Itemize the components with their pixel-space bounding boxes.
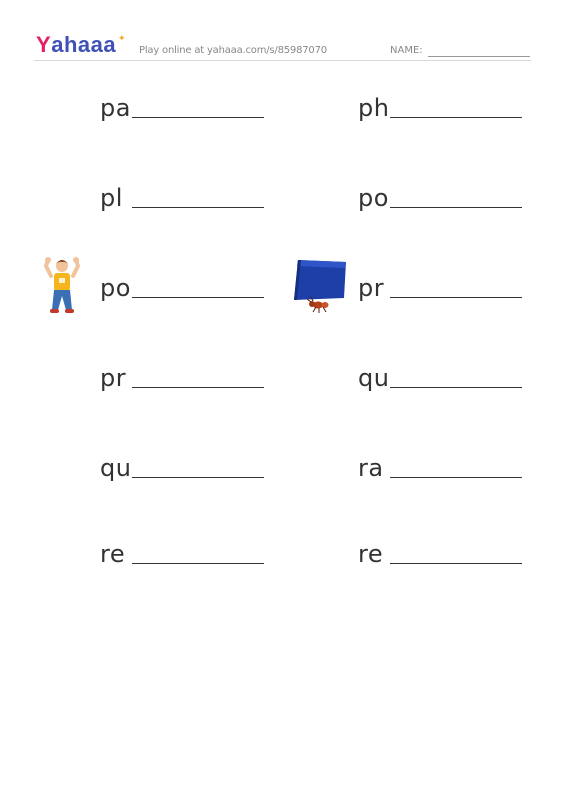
answer-blank[interactable] (390, 477, 522, 478)
worksheet-item (100, 362, 270, 392)
worksheet-item (358, 92, 528, 122)
logo-letter-6: a (103, 32, 117, 57)
word-prefix: qu (358, 364, 390, 392)
word-prefix: pa (100, 94, 131, 122)
logo-letter-3: h (63, 32, 78, 57)
name-label: NAME: (390, 45, 423, 56)
worksheet-item (358, 362, 528, 392)
header-divider (34, 60, 531, 61)
worksheet-item (100, 452, 270, 482)
answer-blank[interactable] (132, 297, 264, 298)
word-prefix: ra (358, 454, 384, 482)
word-prefix: po (100, 274, 131, 302)
worksheet-item (358, 538, 528, 568)
word-prefix: pr (100, 364, 127, 392)
worksheet-item (100, 92, 270, 122)
answer-blank[interactable] (390, 297, 522, 298)
worksheet-item (100, 182, 270, 212)
logo-letter-1: Y (36, 32, 52, 57)
logo-sparkle-icon: ✦ (118, 34, 126, 44)
answer-blank[interactable] (132, 563, 264, 564)
answer-blank[interactable] (390, 387, 522, 388)
logo-letter-2: a (51, 32, 64, 57)
answer-blank[interactable] (132, 387, 264, 388)
word-prefix: pl (100, 184, 123, 212)
answer-blank[interactable] (132, 117, 264, 118)
play-online-text[interactable]: Play online at yahaaa.com/s/85987070 (139, 45, 327, 56)
logo-letter-4: a (77, 32, 91, 57)
word-prefix: re (358, 540, 384, 568)
answer-blank[interactable] (390, 563, 522, 564)
answer-blank[interactable] (132, 477, 264, 478)
word-prefix: re (100, 540, 126, 568)
worksheet-item (358, 272, 528, 302)
worksheet-item (100, 272, 270, 302)
strong-boy-icon (42, 254, 82, 316)
answer-blank[interactable] (132, 207, 264, 208)
word-prefix: qu (100, 454, 132, 482)
answer-blank[interactable] (390, 207, 522, 208)
logo-letter-5: a (90, 32, 104, 57)
word-prefix: pr (358, 274, 385, 302)
worksheet-header (0, 0, 565, 62)
name-field-line (428, 56, 530, 57)
ant-pushing-blue-block-icon (288, 256, 352, 314)
worksheet-item (100, 538, 270, 568)
word-prefix: ph (358, 94, 390, 122)
word-prefix: po (358, 184, 389, 212)
answer-blank[interactable] (390, 117, 522, 118)
yahaaa-logo[interactable] (36, 34, 116, 56)
worksheet-item (358, 182, 528, 212)
worksheet-item (358, 452, 528, 482)
